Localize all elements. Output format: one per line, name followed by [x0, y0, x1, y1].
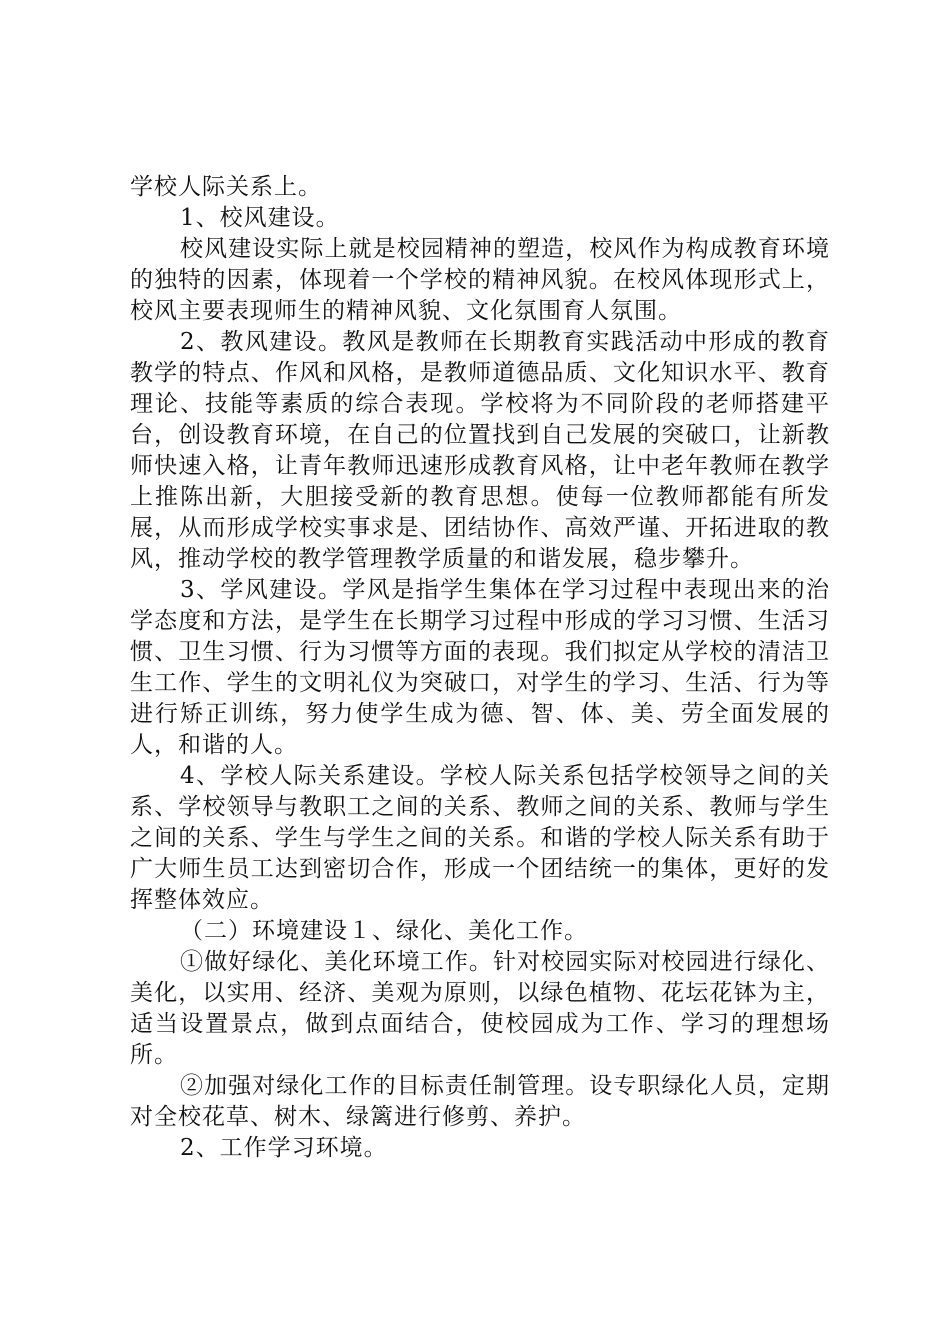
paragraph-greening-2: ②加强对绿化工作的目标责任制管理。设专职绿化人员，定期对全校花草、树木、绿篱进行修剪、养护。 [130, 1073, 830, 1130]
document-body [130, 172, 830, 1164]
paragraph-school-spirit: 校风建设实际上就是校园精神的塑造，校风作为构成教育环境的独特的因素，体现着一个学校的精神风貌。在校风体现形式上，校风主要表现师生的精神风貌、文化氛围育人氛围。 [130, 236, 830, 324]
section-heading-environment: （二）环境建设１、绿化、美化工作。 [180, 918, 588, 944]
paragraph-continuation: 学校人际关系上。 [130, 174, 322, 200]
paragraph-teaching-style: 2、教风建设。教风是教师在长期教育实践活动中形成的教育教学的特点、作风和风格，是教师道德品质、文化知识水平、教育理论、技能等素质的综合表现。学校将为不同阶段的老师搭建平台，创设教育环境，在自己的位置找到自己发展的突破口，让新教师快速入格，让青年教师迅速形成教育风格，让中老年教师在教学上推陈出新，大胆接受新的教育思想。使每一位教师都能有所发展，从而形成学校实事求是、团结协作、高效严谨、开拓进取的教风，推动学校的教学管理教学质量的和谐发展，稳步攀升。 [130, 329, 830, 572]
paragraph-greening-1: ①做好绿化、美化环境工作。针对校园实际对校园进行绿化、美化，以实用、经济、美观为原则，以绿色植物、花坛花钵为主，适当设置景点，做到点面结合，使校园成为工作、学习的理想场所。 [130, 949, 830, 1068]
paragraph-interpersonal-relations: 4、学校人际关系建设。学校人际关系包括学校领导之间的关系、学校领导与教职工之间的关系、教师之间的关系、教师与学生之间的关系、学生与学生之间的关系。和谐的学校人际关系有助于广大师生员工达到密切合作，形成一个团结统一的集体，更好的发挥整体效应。 [130, 763, 830, 913]
paragraph-study-style: 3、学风建设。学风是指学生集体在学习过程中表现出来的治学态度和方法，是学生在长期学习过程中形成的学习习惯、生活习惯、卫生习惯、行为习惯等方面的表现。我们拟定从学校的清洁卫生工作、学生的文明礼仪为突破口，对学生的学习、生活、行为等进行矫正训练，努力使学生成为德、智、体、美、劳全面发展的人，和谐的人。 [130, 577, 830, 758]
section-heading-school-spirit: 1、校风建设。 [180, 205, 340, 231]
section-heading-work-environment: 2、工作学习环境。 [180, 1135, 388, 1161]
